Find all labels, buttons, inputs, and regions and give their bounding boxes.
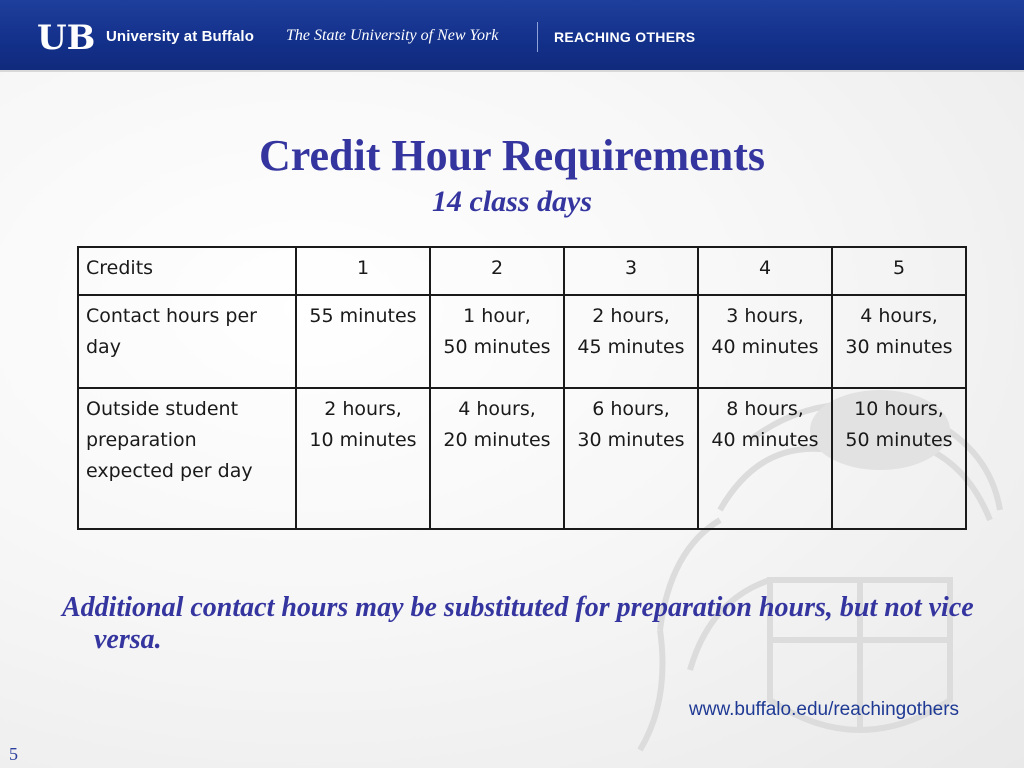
credit-value: 3 xyxy=(564,247,698,295)
cell-line: 4 hours, xyxy=(860,305,938,327)
credit-value: 5 xyxy=(832,247,966,295)
cell-line: 4 hours, xyxy=(458,398,536,420)
note-line-2: hours, but not vice versa. xyxy=(94,592,974,655)
credit-value: 4 xyxy=(698,247,832,295)
footer-url[interactable]: www.buffalo.edu/reachingothers xyxy=(689,699,960,720)
university-name: University at Buffalo xyxy=(106,28,254,45)
row-header-outside-preparation xyxy=(78,388,296,529)
credit-value: 1 xyxy=(296,247,430,295)
cell-line: 3 hours, xyxy=(726,305,804,327)
table-cell xyxy=(832,295,966,388)
cell-line: 30 minutes xyxy=(845,336,953,358)
table-cell xyxy=(698,388,832,529)
cell-line: 8 hours, xyxy=(726,398,804,420)
cell-line: 50 minutes xyxy=(443,336,551,358)
state-university-name: The State University of New York xyxy=(286,27,499,44)
row-label-line: Contact hours per xyxy=(86,305,257,327)
table-cell xyxy=(564,295,698,388)
cell-line: 6 hours, xyxy=(592,398,670,420)
header-divider xyxy=(537,22,538,52)
cell-line: 2 hours, xyxy=(324,398,402,420)
slide-title: Credit Hour Requirements xyxy=(259,131,765,180)
row-header-credits: Credits xyxy=(78,247,296,295)
row-header-contact-hours xyxy=(78,295,296,388)
cell-line: 40 minutes xyxy=(711,336,819,358)
header-tagline: REACHING OTHERS xyxy=(554,29,696,45)
credit-hour-table xyxy=(77,246,967,530)
row-label-line: preparation xyxy=(86,429,197,451)
page-number: 5 xyxy=(9,744,18,764)
cell-line: 55 minutes xyxy=(309,305,417,327)
cell-line: 10 hours, xyxy=(854,398,944,420)
table-row xyxy=(78,295,966,388)
svg-text:UB: UB xyxy=(37,19,96,53)
table-cell xyxy=(832,388,966,529)
row-label-line: Outside student xyxy=(86,398,239,420)
cell-line: 50 minutes xyxy=(845,429,953,451)
cell-line: 2 hours, xyxy=(592,305,670,327)
table-cell xyxy=(296,388,430,529)
cell-line: 30 minutes xyxy=(577,429,685,451)
table-cell xyxy=(430,388,564,529)
credit-value: 2 xyxy=(430,247,564,295)
ub-logo-icon xyxy=(37,19,99,53)
cell-line: 1 hour, xyxy=(463,305,531,327)
header-bar xyxy=(0,0,1024,72)
table-row xyxy=(78,247,966,295)
slide-subtitle: 14 class days xyxy=(432,185,592,218)
cell-line: 10 minutes xyxy=(309,429,417,451)
table-cell xyxy=(430,295,564,388)
cell-line: 40 minutes xyxy=(711,429,819,451)
table-cell xyxy=(296,295,430,388)
row-label-line: expected per day xyxy=(86,460,253,482)
table-row xyxy=(78,388,966,529)
table-cell xyxy=(564,388,698,529)
row-label-line: day xyxy=(86,336,121,358)
cell-line: 20 minutes xyxy=(443,429,551,451)
note-line-1: Additional contact hours may be substituted for preparation xyxy=(62,592,752,623)
table-cell xyxy=(698,295,832,388)
cell-line: 45 minutes xyxy=(577,336,685,358)
note-text xyxy=(62,592,982,656)
